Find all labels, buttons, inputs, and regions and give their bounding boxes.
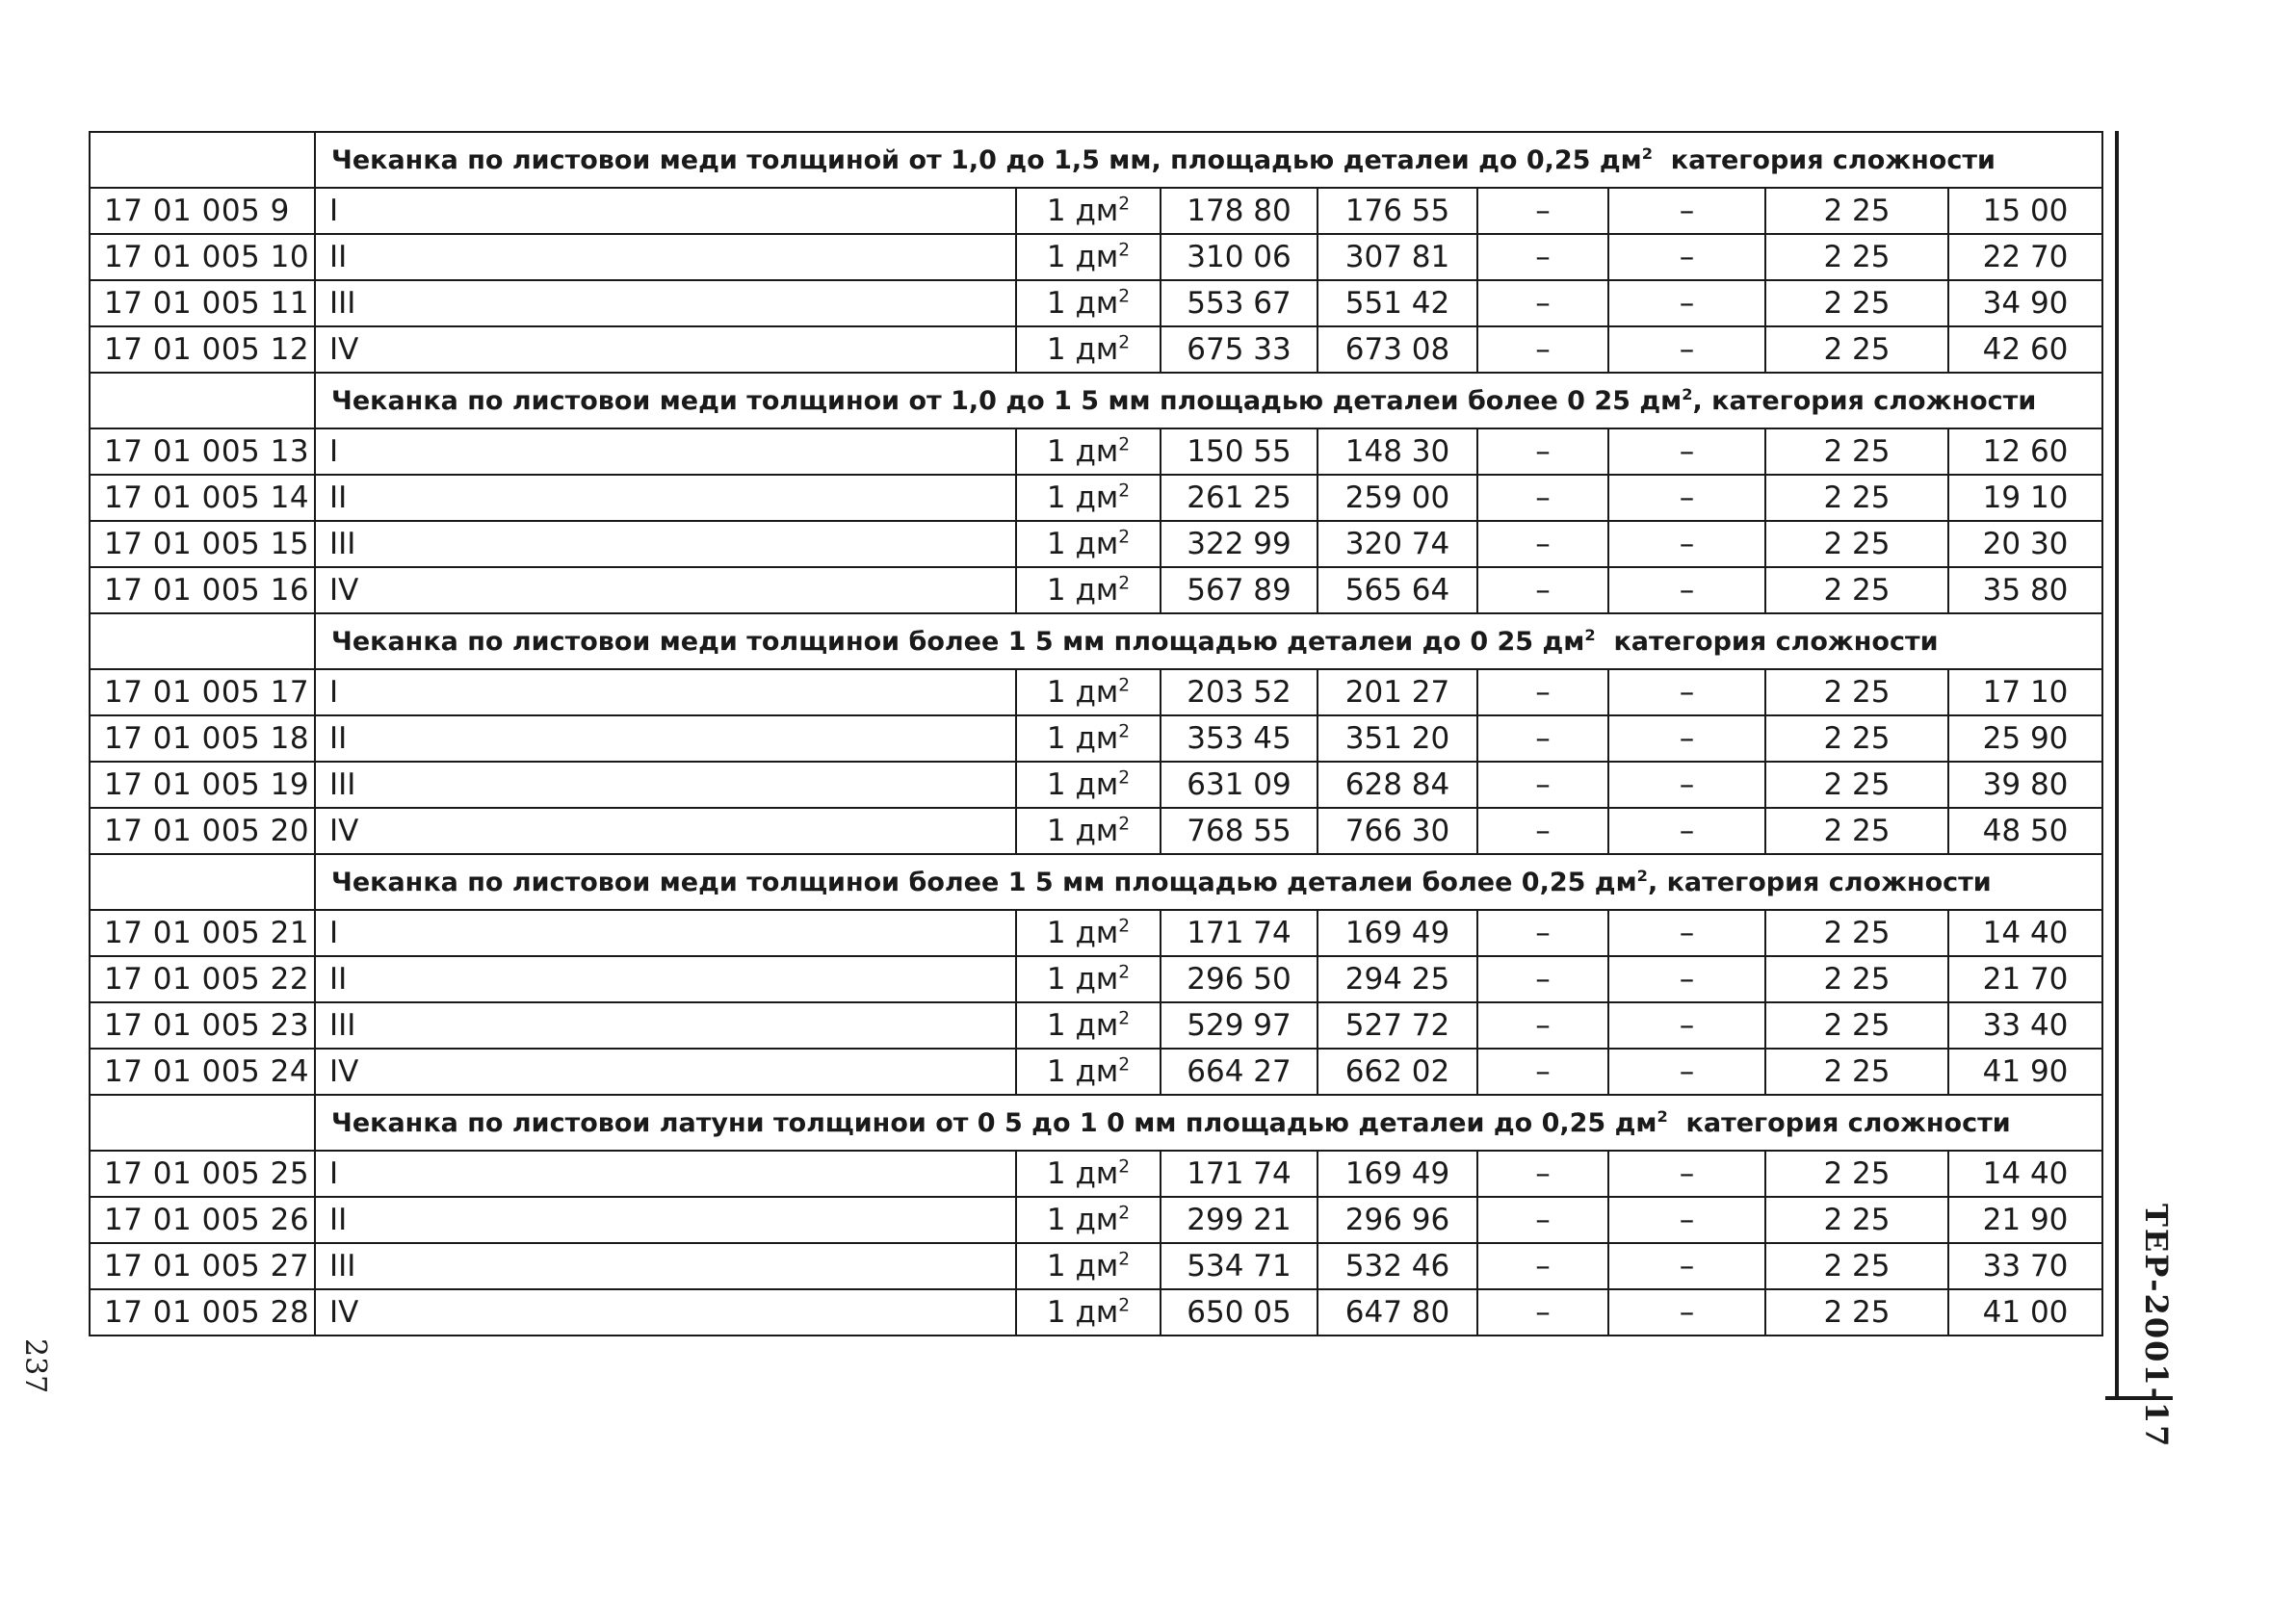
- unit-text: 1 дм: [1046, 526, 1119, 561]
- unit-cell: [1016, 428, 1161, 475]
- materials-cell: 2 25: [1765, 326, 1948, 373]
- category-cell: II: [315, 475, 1016, 521]
- section-title-text: Чеканка по листовои латуни толщинои от 0 5 до 1 0 мм площадью деталеи до 0,25 дм: [331, 1107, 1657, 1138]
- machines-cell: –: [1477, 1289, 1608, 1336]
- total-cost-cell: 650 05: [1161, 1289, 1318, 1336]
- machinist-wages-cell: –: [1608, 567, 1765, 613]
- wages-cell: 169 49: [1318, 1151, 1477, 1197]
- machinist-wages-cell: –: [1608, 1289, 1765, 1336]
- wages-cell: 565 64: [1318, 567, 1477, 613]
- materials-cell: 2 25: [1765, 715, 1948, 762]
- labor-cost-cell: 14 40: [1948, 1151, 2102, 1197]
- wages-cell: 307 81: [1318, 234, 1477, 280]
- category-cell: IV: [315, 326, 1016, 373]
- unit-superscript: 2: [1118, 1156, 1131, 1178]
- machinist-wages-cell: –: [1608, 521, 1765, 567]
- machinist-wages-cell: –: [1608, 1197, 1765, 1243]
- section-header-row: [90, 373, 2102, 428]
- unit-text: 1 дм: [1046, 1053, 1119, 1089]
- wages-cell: 527 72: [1318, 1002, 1477, 1049]
- total-cost-cell: 261 25: [1161, 475, 1318, 521]
- table-row: [90, 669, 2102, 715]
- table-row: [90, 521, 2102, 567]
- machines-cell: –: [1477, 1151, 1608, 1197]
- machinist-wages-cell: –: [1608, 326, 1765, 373]
- unit-cell: [1016, 1289, 1161, 1336]
- section-title-tail: , категория сложности: [1692, 385, 2037, 416]
- table-row: [90, 326, 2102, 373]
- rate-code-cell: 17 01 005 12: [90, 326, 315, 373]
- wages-cell: 169 49: [1318, 910, 1477, 956]
- table-row: [90, 475, 2102, 521]
- section-code-cell: [90, 854, 315, 910]
- table-row: [90, 567, 2102, 613]
- section-title-tail: категория сложности: [1667, 1107, 2011, 1138]
- category-cell: III: [315, 1243, 1016, 1289]
- section-title-superscript: 2: [1641, 143, 1653, 163]
- machinist-wages-cell: –: [1608, 1151, 1765, 1197]
- rate-code-cell: 17 01 005 23: [90, 1002, 315, 1049]
- labor-cost-cell: 35 80: [1948, 567, 2102, 613]
- document-code: ТЕР-2001-17: [2138, 1204, 2175, 1449]
- category-cell: IV: [315, 808, 1016, 854]
- category-cell: II: [315, 715, 1016, 762]
- unit-text: 1 дм: [1046, 331, 1119, 367]
- machinist-wages-cell: –: [1608, 1049, 1765, 1095]
- category-cell: I: [315, 188, 1016, 234]
- rate-code-cell: 17 01 005 9: [90, 188, 315, 234]
- machinist-wages-cell: –: [1608, 234, 1765, 280]
- machines-cell: –: [1477, 715, 1608, 762]
- section-header-row: [90, 613, 2102, 669]
- unit-superscript: 2: [1118, 916, 1131, 937]
- unit-superscript: 2: [1118, 527, 1131, 548]
- machines-cell: –: [1477, 428, 1608, 475]
- section-title: [315, 854, 2102, 910]
- unit-text: 1 дм: [1046, 1248, 1119, 1284]
- unit-superscript: 2: [1118, 814, 1131, 835]
- unit-superscript: 2: [1118, 1008, 1131, 1029]
- unit-text: 1 дм: [1046, 813, 1119, 848]
- machines-cell: –: [1477, 188, 1608, 234]
- unit-cell: [1016, 1243, 1161, 1289]
- labor-cost-cell: 19 10: [1948, 475, 2102, 521]
- table-row: [90, 1002, 2102, 1049]
- rate-code-cell: 17 01 005 28: [90, 1289, 315, 1336]
- unit-superscript: 2: [1118, 1249, 1131, 1270]
- total-cost-cell: 567 89: [1161, 567, 1318, 613]
- rate-code-cell: 17 01 005 10: [90, 234, 315, 280]
- labor-cost-cell: 21 70: [1948, 956, 2102, 1002]
- section-title: [315, 613, 2102, 669]
- table-row: [90, 234, 2102, 280]
- unit-cell: [1016, 762, 1161, 808]
- machines-cell: –: [1477, 808, 1608, 854]
- machines-cell: –: [1477, 1197, 1608, 1243]
- labor-cost-cell: 25 90: [1948, 715, 2102, 762]
- category-cell: III: [315, 762, 1016, 808]
- unit-cell: [1016, 188, 1161, 234]
- rate-code-cell: 17 01 005 26: [90, 1197, 315, 1243]
- unit-text: 1 дм: [1046, 239, 1119, 274]
- table-row: [90, 188, 2102, 234]
- machinist-wages-cell: –: [1608, 715, 1765, 762]
- machines-cell: –: [1477, 762, 1608, 808]
- section-header-row: [90, 1095, 2102, 1151]
- section-title-tail: категория сложности: [1652, 144, 1996, 175]
- total-cost-cell: 171 74: [1161, 910, 1318, 956]
- total-cost-cell: 310 06: [1161, 234, 1318, 280]
- total-cost-cell: 150 55: [1161, 428, 1318, 475]
- machines-cell: –: [1477, 669, 1608, 715]
- unit-superscript: 2: [1118, 1203, 1131, 1224]
- rate-code-cell: 17 01 005 25: [90, 1151, 315, 1197]
- machinist-wages-cell: –: [1608, 669, 1765, 715]
- machines-cell: –: [1477, 1002, 1608, 1049]
- machinist-wages-cell: –: [1608, 910, 1765, 956]
- materials-cell: 2 25: [1765, 567, 1948, 613]
- table-row: [90, 762, 2102, 808]
- section-title-superscript: 2: [1657, 1106, 1668, 1126]
- section-title: [315, 373, 2102, 428]
- total-cost-cell: 322 99: [1161, 521, 1318, 567]
- category-cell: III: [315, 280, 1016, 326]
- labor-cost-cell: 14 40: [1948, 910, 2102, 956]
- machines-cell: –: [1477, 910, 1608, 956]
- category-cell: IV: [315, 1049, 1016, 1095]
- labor-cost-cell: 15 00: [1948, 188, 2102, 234]
- section-title-tail: категория сложности: [1595, 626, 1939, 657]
- total-cost-cell: 631 09: [1161, 762, 1318, 808]
- total-cost-cell: 529 97: [1161, 1002, 1318, 1049]
- unit-cell: [1016, 1002, 1161, 1049]
- wages-cell: 551 42: [1318, 280, 1477, 326]
- materials-cell: 2 25: [1765, 1289, 1948, 1336]
- unit-cell: [1016, 1151, 1161, 1197]
- total-cost-cell: 203 52: [1161, 669, 1318, 715]
- right-margin-rule: [2115, 131, 2119, 1400]
- rates-table: [89, 131, 2103, 1336]
- table-row: [90, 1197, 2102, 1243]
- unit-cell: [1016, 715, 1161, 762]
- unit-text: 1 дм: [1046, 915, 1119, 950]
- rate-code-cell: 17 01 005 22: [90, 956, 315, 1002]
- labor-cost-cell: 39 80: [1948, 762, 2102, 808]
- materials-cell: 2 25: [1765, 1002, 1948, 1049]
- category-cell: I: [315, 910, 1016, 956]
- wages-cell: 296 96: [1318, 1197, 1477, 1243]
- materials-cell: 2 25: [1765, 1243, 1948, 1289]
- section-title-text: Чеканка по листовои меди толщинои от 1,0 до 1 5 мм площадью деталеи более 0 25 дм: [331, 385, 1683, 416]
- unit-text: 1 дм: [1046, 1155, 1119, 1191]
- rate-code-cell: 17 01 005 27: [90, 1243, 315, 1289]
- category-cell: II: [315, 234, 1016, 280]
- unit-text: 1 дм: [1046, 1294, 1119, 1330]
- materials-cell: 2 25: [1765, 428, 1948, 475]
- unit-superscript: 2: [1118, 721, 1131, 742]
- rate-code-cell: 17 01 005 19: [90, 762, 315, 808]
- unit-text: 1 дм: [1046, 674, 1119, 710]
- total-cost-cell: 353 45: [1161, 715, 1318, 762]
- rate-code-cell: 17 01 005 14: [90, 475, 315, 521]
- rate-code-cell: 17 01 005 15: [90, 521, 315, 567]
- unit-cell: [1016, 280, 1161, 326]
- category-cell: IV: [315, 567, 1016, 613]
- wages-cell: 148 30: [1318, 428, 1477, 475]
- table-row: [90, 1151, 2102, 1197]
- materials-cell: 2 25: [1765, 956, 1948, 1002]
- machinist-wages-cell: –: [1608, 280, 1765, 326]
- total-cost-cell: 534 71: [1161, 1243, 1318, 1289]
- machines-cell: –: [1477, 521, 1608, 567]
- labor-cost-cell: 34 90: [1948, 280, 2102, 326]
- unit-superscript: 2: [1118, 434, 1131, 455]
- materials-cell: 2 25: [1765, 521, 1948, 567]
- unit-superscript: 2: [1118, 332, 1131, 353]
- wages-cell: 351 20: [1318, 715, 1477, 762]
- section-code-cell: [90, 132, 315, 188]
- unit-text: 1 дм: [1046, 1202, 1119, 1237]
- wages-cell: 294 25: [1318, 956, 1477, 1002]
- machines-cell: –: [1477, 956, 1608, 1002]
- unit-cell: [1016, 1197, 1161, 1243]
- category-cell: IV: [315, 1289, 1016, 1336]
- machines-cell: –: [1477, 280, 1608, 326]
- materials-cell: 2 25: [1765, 669, 1948, 715]
- section-title: [315, 132, 2102, 188]
- machinist-wages-cell: –: [1608, 428, 1765, 475]
- materials-cell: 2 25: [1765, 475, 1948, 521]
- rate-code-cell: 17 01 005 13: [90, 428, 315, 475]
- machinist-wages-cell: –: [1608, 188, 1765, 234]
- machinist-wages-cell: –: [1608, 762, 1765, 808]
- unit-text: 1 дм: [1046, 433, 1119, 469]
- unit-text: 1 дм: [1046, 572, 1119, 608]
- unit-text: 1 дм: [1046, 720, 1119, 756]
- labor-cost-cell: 41 00: [1948, 1289, 2102, 1336]
- unit-cell: [1016, 1049, 1161, 1095]
- category-cell: I: [315, 1151, 1016, 1197]
- section-header-row: [90, 854, 2102, 910]
- table-row: [90, 428, 2102, 475]
- section-code-cell: [90, 373, 315, 428]
- materials-cell: 2 25: [1765, 1151, 1948, 1197]
- labor-cost-cell: 12 60: [1948, 428, 2102, 475]
- section-title-text: Чеканка по листовои меди толщинои более 1 5 мм площадью деталеи более 0,25 дм: [331, 867, 1637, 897]
- labor-cost-cell: 21 90: [1948, 1197, 2102, 1243]
- unit-text: 1 дм: [1046, 285, 1119, 321]
- labor-cost-cell: 48 50: [1948, 808, 2102, 854]
- category-cell: III: [315, 521, 1016, 567]
- wages-cell: 647 80: [1318, 1289, 1477, 1336]
- total-cost-cell: 178 80: [1161, 188, 1318, 234]
- table-row: [90, 280, 2102, 326]
- section-header-row: [90, 132, 2102, 188]
- category-cell: I: [315, 669, 1016, 715]
- machines-cell: –: [1477, 234, 1608, 280]
- labor-cost-cell: 42 60: [1948, 326, 2102, 373]
- total-cost-cell: 768 55: [1161, 808, 1318, 854]
- total-cost-cell: 171 74: [1161, 1151, 1318, 1197]
- materials-cell: 2 25: [1765, 234, 1948, 280]
- unit-superscript: 2: [1118, 675, 1131, 696]
- unit-cell: [1016, 234, 1161, 280]
- rate-code-cell: 17 01 005 24: [90, 1049, 315, 1095]
- unit-superscript: 2: [1118, 1295, 1131, 1316]
- table-row: [90, 715, 2102, 762]
- machinist-wages-cell: –: [1608, 956, 1765, 1002]
- section-title-text: Чеканка по листовои меди толщинои более 1 5 мм площадью деталеи до 0 25 дм: [331, 626, 1585, 657]
- rate-code-cell: 17 01 005 16: [90, 567, 315, 613]
- unit-superscript: 2: [1118, 286, 1131, 307]
- category-cell: II: [315, 956, 1016, 1002]
- section-title-superscript: 2: [1682, 384, 1693, 403]
- wages-cell: 766 30: [1318, 808, 1477, 854]
- unit-cell: [1016, 521, 1161, 567]
- unit-text: 1 дм: [1046, 766, 1119, 802]
- page-number: 237: [18, 1338, 52, 1394]
- table-row: [90, 956, 2102, 1002]
- total-cost-cell: 675 33: [1161, 326, 1318, 373]
- labor-cost-cell: 22 70: [1948, 234, 2102, 280]
- materials-cell: 2 25: [1765, 280, 1948, 326]
- wages-cell: 259 00: [1318, 475, 1477, 521]
- table-row: [90, 1289, 2102, 1336]
- labor-cost-cell: 17 10: [1948, 669, 2102, 715]
- unit-superscript: 2: [1118, 962, 1131, 983]
- table-body: [90, 132, 2102, 1336]
- category-cell: III: [315, 1002, 1016, 1049]
- wages-cell: 320 74: [1318, 521, 1477, 567]
- unit-superscript: 2: [1118, 480, 1131, 502]
- rate-code-cell: 17 01 005 11: [90, 280, 315, 326]
- unit-superscript: 2: [1118, 240, 1131, 261]
- unit-superscript: 2: [1118, 767, 1131, 789]
- machinist-wages-cell: –: [1608, 1243, 1765, 1289]
- machinist-wages-cell: –: [1608, 1002, 1765, 1049]
- machines-cell: –: [1477, 567, 1608, 613]
- machines-cell: –: [1477, 475, 1608, 521]
- unit-cell: [1016, 808, 1161, 854]
- rate-code-cell: 17 01 005 18: [90, 715, 315, 762]
- unit-text: 1 дм: [1046, 193, 1119, 228]
- unit-cell: [1016, 475, 1161, 521]
- materials-cell: 2 25: [1765, 808, 1948, 854]
- section-title-superscript: 2: [1584, 625, 1596, 644]
- machines-cell: –: [1477, 1049, 1608, 1095]
- section-title-tail: , категория сложности: [1647, 867, 1992, 897]
- table-row: [90, 1243, 2102, 1289]
- labor-cost-cell: 33 70: [1948, 1243, 2102, 1289]
- total-cost-cell: 296 50: [1161, 956, 1318, 1002]
- wages-cell: 662 02: [1318, 1049, 1477, 1095]
- unit-cell: [1016, 567, 1161, 613]
- table-row: [90, 910, 2102, 956]
- table-row: [90, 1049, 2102, 1095]
- wages-cell: 628 84: [1318, 762, 1477, 808]
- section-title-superscript: 2: [1636, 866, 1648, 885]
- materials-cell: 2 25: [1765, 762, 1948, 808]
- rates-table-container: [89, 131, 2101, 1336]
- machines-cell: –: [1477, 326, 1608, 373]
- labor-cost-cell: 20 30: [1948, 521, 2102, 567]
- unit-text: 1 дм: [1046, 961, 1119, 997]
- labor-cost-cell: 41 90: [1948, 1049, 2102, 1095]
- machinist-wages-cell: –: [1608, 475, 1765, 521]
- section-title: [315, 1095, 2102, 1151]
- unit-text: 1 дм: [1046, 1007, 1119, 1043]
- wages-cell: 673 08: [1318, 326, 1477, 373]
- materials-cell: 2 25: [1765, 1197, 1948, 1243]
- wages-cell: 201 27: [1318, 669, 1477, 715]
- unit-cell: [1016, 669, 1161, 715]
- rate-code-cell: 17 01 005 17: [90, 669, 315, 715]
- materials-cell: 2 25: [1765, 188, 1948, 234]
- machinist-wages-cell: –: [1608, 808, 1765, 854]
- materials-cell: 2 25: [1765, 910, 1948, 956]
- materials-cell: 2 25: [1765, 1049, 1948, 1095]
- labor-cost-cell: 33 40: [1948, 1002, 2102, 1049]
- unit-superscript: 2: [1118, 573, 1131, 594]
- section-title-text: Чеканка по листовои меди толщиной от 1,0 до 1,5 мм, площадью деталеи до 0,25 дм: [331, 144, 1642, 175]
- unit-superscript: 2: [1118, 194, 1131, 215]
- section-code-cell: [90, 613, 315, 669]
- machines-cell: –: [1477, 1243, 1608, 1289]
- category-cell: I: [315, 428, 1016, 475]
- unit-cell: [1016, 956, 1161, 1002]
- table-row: [90, 808, 2102, 854]
- unit-text: 1 дм: [1046, 480, 1119, 515]
- unit-superscript: 2: [1118, 1054, 1131, 1076]
- wages-cell: 176 55: [1318, 188, 1477, 234]
- unit-cell: [1016, 326, 1161, 373]
- total-cost-cell: 299 21: [1161, 1197, 1318, 1243]
- rate-code-cell: 17 01 005 20: [90, 808, 315, 854]
- wages-cell: 532 46: [1318, 1243, 1477, 1289]
- total-cost-cell: 664 27: [1161, 1049, 1318, 1095]
- total-cost-cell: 553 67: [1161, 280, 1318, 326]
- category-cell: II: [315, 1197, 1016, 1243]
- section-code-cell: [90, 1095, 315, 1151]
- unit-cell: [1016, 910, 1161, 956]
- rate-code-cell: 17 01 005 21: [90, 910, 315, 956]
